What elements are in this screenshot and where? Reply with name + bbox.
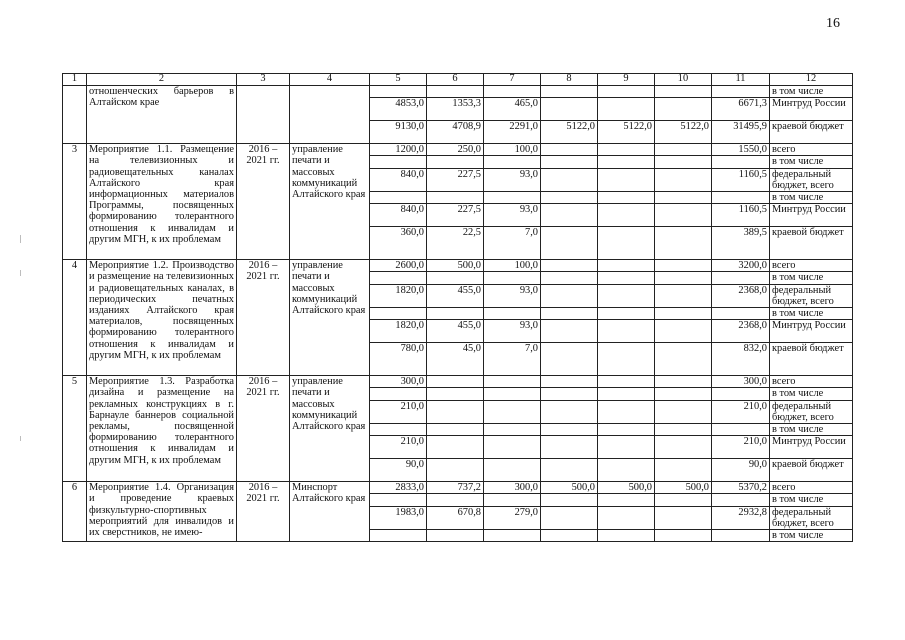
total-cell bbox=[712, 530, 770, 542]
value-cell bbox=[655, 98, 712, 121]
row-number: 3 bbox=[63, 144, 87, 260]
value-cell bbox=[541, 156, 598, 168]
executor-cell: управление печати и массовых коммуникаций Алтайского края bbox=[290, 260, 370, 376]
value-cell: 227,5 bbox=[427, 204, 484, 227]
value-cell bbox=[541, 400, 598, 423]
value-cell bbox=[370, 86, 427, 98]
funding-source: краевой бюджет bbox=[770, 343, 853, 376]
value-cell bbox=[655, 424, 712, 436]
value-cell bbox=[655, 376, 712, 388]
value-cell: 465,0 bbox=[484, 98, 541, 121]
value-cell bbox=[598, 376, 655, 388]
total-cell: 2368,0 bbox=[712, 284, 770, 307]
value-cell: 4708,9 bbox=[427, 121, 484, 144]
funding-source: всего bbox=[770, 260, 853, 272]
funding-source: федеральный бюджет, всего bbox=[770, 284, 853, 307]
value-cell bbox=[370, 530, 427, 542]
value-cell bbox=[655, 168, 712, 191]
funding-source: Минтруд России bbox=[770, 320, 853, 343]
period-cell: 2016 – 2021 гг. bbox=[237, 482, 290, 542]
period-cell: 2016 – 2021 гг. bbox=[237, 376, 290, 482]
value-cell: 500,0 bbox=[427, 260, 484, 272]
value-cell bbox=[541, 308, 598, 320]
value-cell bbox=[541, 272, 598, 284]
value-cell bbox=[370, 388, 427, 400]
value-cell bbox=[541, 192, 598, 204]
total-cell bbox=[712, 86, 770, 98]
value-cell bbox=[655, 227, 712, 260]
value-cell bbox=[598, 156, 655, 168]
value-cell bbox=[598, 168, 655, 191]
period-cell: 2016 – 2021 гг. bbox=[237, 144, 290, 260]
value-cell bbox=[655, 320, 712, 343]
column-header: 3 bbox=[237, 74, 290, 86]
value-cell: 250,0 bbox=[427, 144, 484, 156]
value-cell bbox=[655, 459, 712, 482]
value-cell bbox=[541, 506, 598, 529]
value-cell bbox=[598, 144, 655, 156]
value-cell bbox=[484, 272, 541, 284]
value-cell bbox=[655, 436, 712, 459]
measure-description: Мероприятие 1.2. Производство и размещение на телевизионных и радиовещательных каналах, в периодических печатных изданиях Алтайского края материалов, посвященных формированию толерантного отношения к инвалидам и другим МГН, к их проблемам bbox=[87, 260, 237, 376]
value-cell: 100,0 bbox=[484, 144, 541, 156]
executor-cell: управление печати и массовых коммуникаций Алтайского края bbox=[290, 144, 370, 260]
funding-source: в том числе bbox=[770, 308, 853, 320]
total-cell: 31495,9 bbox=[712, 121, 770, 144]
value-cell bbox=[484, 436, 541, 459]
value-cell bbox=[427, 388, 484, 400]
executor-cell bbox=[290, 86, 370, 144]
funding-source: в том числе bbox=[770, 272, 853, 284]
value-cell bbox=[541, 424, 598, 436]
value-cell: 93,0 bbox=[484, 168, 541, 191]
value-cell: 9130,0 bbox=[370, 121, 427, 144]
value-cell: 360,0 bbox=[370, 227, 427, 260]
value-cell bbox=[484, 156, 541, 168]
value-cell: 227,5 bbox=[427, 168, 484, 191]
column-header: 12 bbox=[770, 74, 853, 86]
row-number bbox=[63, 86, 87, 144]
table-row bbox=[63, 260, 853, 272]
value-cell bbox=[655, 86, 712, 98]
total-cell bbox=[712, 424, 770, 436]
value-cell bbox=[541, 98, 598, 121]
value-cell bbox=[484, 86, 541, 98]
value-cell: 2600,0 bbox=[370, 260, 427, 272]
value-cell bbox=[370, 272, 427, 284]
value-cell bbox=[598, 86, 655, 98]
period-cell: 2016 – 2021 гг. bbox=[237, 260, 290, 376]
table-row bbox=[63, 376, 853, 388]
value-cell bbox=[598, 506, 655, 529]
value-cell: 93,0 bbox=[484, 204, 541, 227]
total-cell bbox=[712, 494, 770, 506]
measure-description: Мероприятие 1.1. Размещение на телевизионных и радиовещательных каналах Алтайского края информационных материалов Программы, посвященных формированию толерантного отношения к инвалидам и другим МГН, к их проблемам bbox=[87, 144, 237, 260]
value-cell: 7,0 bbox=[484, 343, 541, 376]
value-cell: 7,0 bbox=[484, 227, 541, 260]
total-cell bbox=[712, 272, 770, 284]
value-cell bbox=[598, 494, 655, 506]
value-cell bbox=[541, 376, 598, 388]
value-cell bbox=[655, 388, 712, 400]
measure-description: Мероприятие 1.4. Организация и проведение краевых физкультурно-спортивных мероприятий для инвалидов и их сверстников, не имею- bbox=[87, 482, 237, 542]
value-cell bbox=[541, 436, 598, 459]
value-cell: 500,0 bbox=[655, 482, 712, 494]
value-cell bbox=[655, 343, 712, 376]
value-cell bbox=[370, 424, 427, 436]
value-cell: 840,0 bbox=[370, 168, 427, 191]
value-cell bbox=[655, 506, 712, 529]
total-cell: 300,0 bbox=[712, 376, 770, 388]
value-cell: 780,0 bbox=[370, 343, 427, 376]
value-cell bbox=[655, 204, 712, 227]
value-cell bbox=[598, 459, 655, 482]
value-cell bbox=[370, 494, 427, 506]
funding-source: в том числе bbox=[770, 156, 853, 168]
funding-source: федеральный бюджет, всего bbox=[770, 400, 853, 423]
measure-description: отношенческих барьеров в Алтайском крае bbox=[87, 86, 237, 144]
value-cell: 455,0 bbox=[427, 284, 484, 307]
budget-table bbox=[62, 73, 853, 542]
column-header: 8 bbox=[541, 74, 598, 86]
value-cell bbox=[655, 400, 712, 423]
page-number: 16 bbox=[826, 16, 840, 31]
value-cell: 1820,0 bbox=[370, 320, 427, 343]
funding-source: в том числе bbox=[770, 86, 853, 98]
value-cell bbox=[427, 156, 484, 168]
value-cell: 279,0 bbox=[484, 506, 541, 529]
value-cell: 5122,0 bbox=[541, 121, 598, 144]
table-row bbox=[63, 86, 853, 98]
period-cell bbox=[237, 86, 290, 144]
value-cell bbox=[655, 260, 712, 272]
value-cell: 5122,0 bbox=[598, 121, 655, 144]
value-cell bbox=[484, 376, 541, 388]
value-cell bbox=[484, 388, 541, 400]
column-header: 2 bbox=[87, 74, 237, 86]
value-cell: 300,0 bbox=[484, 482, 541, 494]
value-cell bbox=[484, 192, 541, 204]
value-cell bbox=[598, 400, 655, 423]
value-cell: 737,2 bbox=[427, 482, 484, 494]
value-cell: 670,8 bbox=[427, 506, 484, 529]
column-header: 1 bbox=[63, 74, 87, 86]
table-row bbox=[63, 144, 853, 156]
value-cell bbox=[655, 308, 712, 320]
value-cell: 1353,3 bbox=[427, 98, 484, 121]
value-cell bbox=[484, 400, 541, 423]
total-cell bbox=[712, 156, 770, 168]
value-cell bbox=[541, 494, 598, 506]
value-cell bbox=[598, 530, 655, 542]
funding-source: в том числе bbox=[770, 388, 853, 400]
value-cell bbox=[655, 272, 712, 284]
funding-source: в том числе bbox=[770, 192, 853, 204]
value-cell bbox=[598, 436, 655, 459]
measure-description: Мероприятие 1.3. Разработка дизайна и размещение на рекламных конструкциях в г. Барнауле баннеров социальной рекламы, посвященной формированию толерантного отношения к инвалидам и другим МГН, к их проблемам bbox=[87, 376, 237, 482]
total-cell bbox=[712, 388, 770, 400]
value-cell bbox=[484, 424, 541, 436]
table-header-row bbox=[63, 74, 853, 86]
total-cell: 1160,5 bbox=[712, 168, 770, 191]
value-cell bbox=[541, 144, 598, 156]
value-cell bbox=[427, 530, 484, 542]
value-cell: 300,0 bbox=[370, 376, 427, 388]
funding-source: в том числе bbox=[770, 530, 853, 542]
row-number: 5 bbox=[63, 376, 87, 482]
value-cell bbox=[427, 308, 484, 320]
value-cell bbox=[427, 494, 484, 506]
funding-source: Минтруд России bbox=[770, 204, 853, 227]
value-cell bbox=[541, 86, 598, 98]
funding-source: краевой бюджет bbox=[770, 459, 853, 482]
value-cell bbox=[598, 204, 655, 227]
funding-source: всего bbox=[770, 144, 853, 156]
total-cell: 2368,0 bbox=[712, 320, 770, 343]
value-cell bbox=[484, 459, 541, 482]
value-cell bbox=[598, 284, 655, 307]
value-cell: 22,5 bbox=[427, 227, 484, 260]
value-cell bbox=[541, 459, 598, 482]
column-header: 6 bbox=[427, 74, 484, 86]
value-cell bbox=[541, 320, 598, 343]
value-cell bbox=[427, 424, 484, 436]
funding-source: краевой бюджет bbox=[770, 121, 853, 144]
row-number: 6 bbox=[63, 482, 87, 542]
value-cell bbox=[598, 192, 655, 204]
value-cell: 1820,0 bbox=[370, 284, 427, 307]
value-cell bbox=[655, 530, 712, 542]
value-cell: 45,0 bbox=[427, 343, 484, 376]
column-header: 7 bbox=[484, 74, 541, 86]
value-cell bbox=[427, 376, 484, 388]
total-cell: 2932,8 bbox=[712, 506, 770, 529]
value-cell: 90,0 bbox=[370, 459, 427, 482]
value-cell: 93,0 bbox=[484, 284, 541, 307]
funding-source: всего bbox=[770, 376, 853, 388]
value-cell: 2833,0 bbox=[370, 482, 427, 494]
value-cell bbox=[655, 144, 712, 156]
value-cell bbox=[541, 284, 598, 307]
value-cell: 500,0 bbox=[598, 482, 655, 494]
value-cell bbox=[598, 308, 655, 320]
scan-artifact bbox=[20, 235, 21, 243]
funding-source: всего bbox=[770, 482, 853, 494]
total-cell: 1160,5 bbox=[712, 204, 770, 227]
column-header: 9 bbox=[598, 74, 655, 86]
value-cell bbox=[541, 227, 598, 260]
funding-source: федеральный бюджет, всего bbox=[770, 506, 853, 529]
value-cell: 2291,0 bbox=[484, 121, 541, 144]
total-cell: 3200,0 bbox=[712, 260, 770, 272]
funding-source: Минтруд России bbox=[770, 98, 853, 121]
value-cell: 210,0 bbox=[370, 400, 427, 423]
value-cell bbox=[541, 204, 598, 227]
scan-artifact bbox=[20, 436, 21, 441]
value-cell bbox=[655, 494, 712, 506]
value-cell bbox=[541, 530, 598, 542]
funding-source: краевой бюджет bbox=[770, 227, 853, 260]
value-cell bbox=[370, 156, 427, 168]
value-cell bbox=[598, 320, 655, 343]
column-header: 11 bbox=[712, 74, 770, 86]
total-cell: 210,0 bbox=[712, 436, 770, 459]
value-cell bbox=[598, 424, 655, 436]
value-cell bbox=[598, 98, 655, 121]
value-cell: 840,0 bbox=[370, 204, 427, 227]
value-cell bbox=[484, 308, 541, 320]
executor-cell: Минспорт Алтайского края bbox=[290, 482, 370, 542]
table-row bbox=[63, 482, 853, 494]
executor-cell: управление печати и массовых коммуникаций Алтайского края bbox=[290, 376, 370, 482]
scan-artifact bbox=[20, 270, 21, 276]
column-header: 10 bbox=[655, 74, 712, 86]
total-cell bbox=[712, 308, 770, 320]
total-cell bbox=[712, 192, 770, 204]
total-cell: 6671,3 bbox=[712, 98, 770, 121]
value-cell bbox=[370, 308, 427, 320]
value-cell: 5122,0 bbox=[655, 121, 712, 144]
value-cell: 500,0 bbox=[541, 482, 598, 494]
value-cell: 1200,0 bbox=[370, 144, 427, 156]
column-header: 4 bbox=[290, 74, 370, 86]
total-cell: 832,0 bbox=[712, 343, 770, 376]
value-cell bbox=[655, 192, 712, 204]
value-cell: 1983,0 bbox=[370, 506, 427, 529]
value-cell bbox=[598, 272, 655, 284]
value-cell bbox=[427, 192, 484, 204]
value-cell bbox=[427, 459, 484, 482]
funding-source: в том числе bbox=[770, 494, 853, 506]
value-cell bbox=[484, 494, 541, 506]
total-cell: 389,5 bbox=[712, 227, 770, 260]
value-cell bbox=[541, 260, 598, 272]
total-cell: 90,0 bbox=[712, 459, 770, 482]
funding-source: Минтруд России bbox=[770, 436, 853, 459]
value-cell: 455,0 bbox=[427, 320, 484, 343]
row-number: 4 bbox=[63, 260, 87, 376]
value-cell bbox=[598, 388, 655, 400]
funding-source: федеральный бюджет, всего bbox=[770, 168, 853, 191]
value-cell bbox=[427, 400, 484, 423]
value-cell bbox=[598, 260, 655, 272]
value-cell bbox=[541, 343, 598, 376]
total-cell: 5370,2 bbox=[712, 482, 770, 494]
value-cell bbox=[427, 272, 484, 284]
total-cell: 1550,0 bbox=[712, 144, 770, 156]
value-cell: 4853,0 bbox=[370, 98, 427, 121]
value-cell bbox=[427, 86, 484, 98]
value-cell: 93,0 bbox=[484, 320, 541, 343]
value-cell bbox=[598, 227, 655, 260]
value-cell bbox=[370, 192, 427, 204]
value-cell: 100,0 bbox=[484, 260, 541, 272]
column-header: 5 bbox=[370, 74, 427, 86]
value-cell bbox=[598, 343, 655, 376]
value-cell bbox=[541, 388, 598, 400]
total-cell: 210,0 bbox=[712, 400, 770, 423]
value-cell bbox=[427, 436, 484, 459]
value-cell bbox=[655, 156, 712, 168]
value-cell: 210,0 bbox=[370, 436, 427, 459]
funding-source: в том числе bbox=[770, 424, 853, 436]
value-cell bbox=[541, 168, 598, 191]
value-cell bbox=[655, 284, 712, 307]
value-cell bbox=[484, 530, 541, 542]
